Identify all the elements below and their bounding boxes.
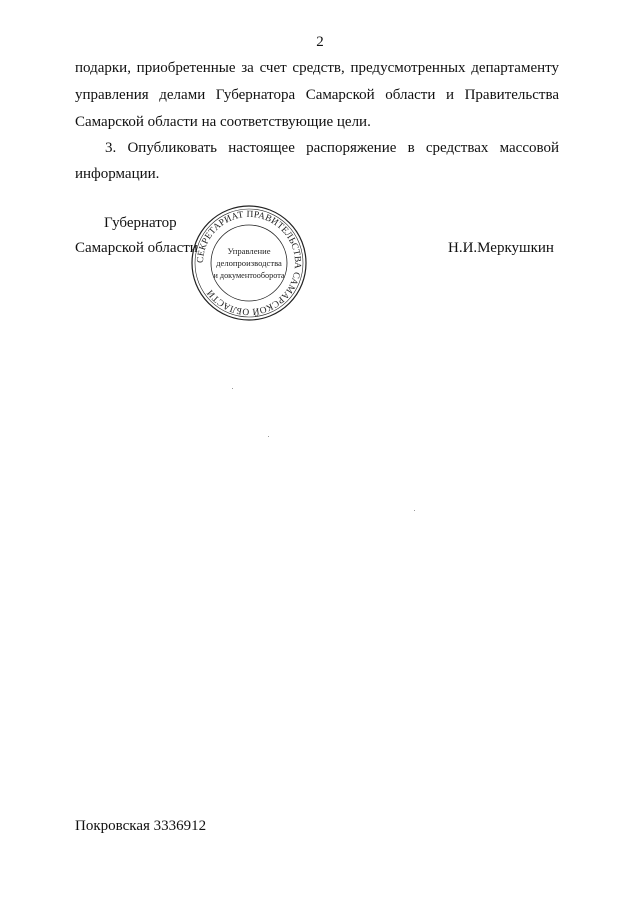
scan-speck — [268, 436, 269, 437]
signatory-name: Н.И.Меркушкин — [448, 240, 554, 256]
page-number: 2 — [316, 34, 324, 50]
seal-center-line-2: делопроизводства — [216, 258, 282, 268]
paragraph-line-1: подарки, приобретенные за счет средств, предусмотренных департаменту — [75, 60, 559, 76]
paragraph-line-3: Самарской области на соответствующие цели. — [75, 114, 371, 130]
paragraph-line-4: 3. Опубликовать настоящее распоряжение в средствах массовой — [105, 140, 559, 156]
official-seal-stamp — [190, 204, 308, 322]
scan-speck — [232, 388, 233, 389]
scan-speck — [414, 510, 415, 511]
signatory-region: Самарской области — [75, 240, 198, 256]
executor-contact: Покровская 3336912 — [75, 818, 207, 834]
seal-ring-text: СЕКРЕТАРИАТ ПРАВИТЕЛЬСТВА САМАРСКОЙ ОБЛАСТИ — [195, 209, 303, 317]
signatory-title: Губернатор — [104, 215, 177, 231]
seal-center-line-1: Управление — [227, 246, 271, 256]
seal-center-line-3: и документооборота — [213, 271, 285, 280]
paragraph-line-5: информации. — [75, 166, 160, 182]
paragraph-line-2: управления делами Губернатора Самарской области и Правительства — [75, 87, 559, 103]
